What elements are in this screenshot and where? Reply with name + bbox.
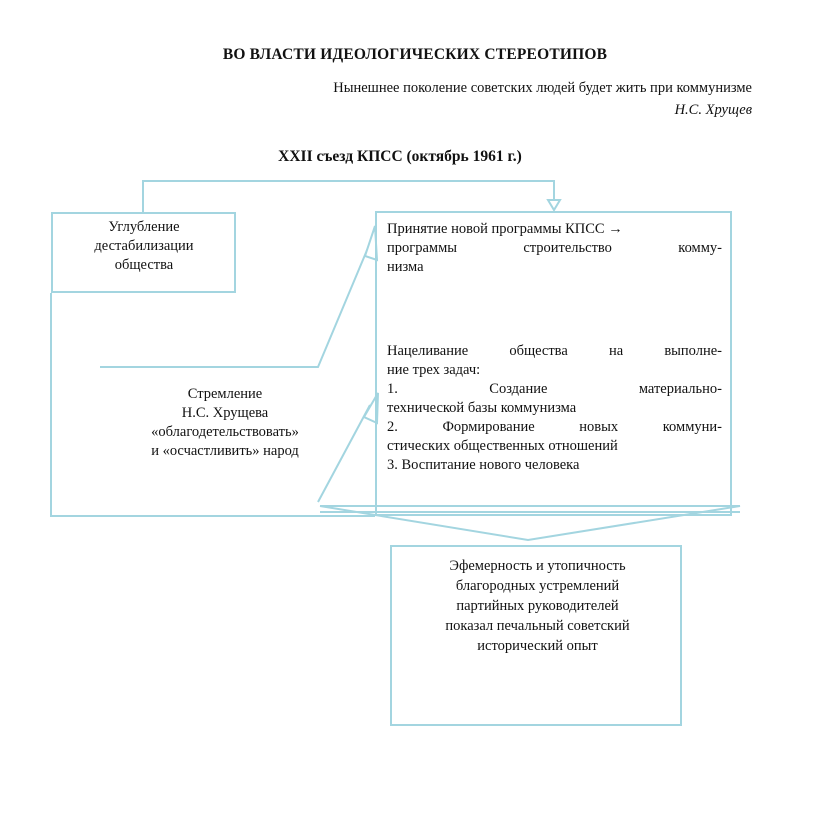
aspiration-line: Стремление bbox=[187, 386, 263, 402]
task-item: 1. Создание материально- bbox=[387, 381, 722, 397]
aspiration-text bbox=[100, 385, 350, 461]
right-arrow-icon: → bbox=[608, 221, 623, 237]
outcome-line: благородных устремлений bbox=[455, 578, 620, 594]
outcome-line: Эфемерность и утопичность bbox=[449, 558, 626, 574]
task-item: технической базы коммунизма bbox=[387, 400, 577, 416]
program-line: Принятие новой программы КПСС → bbox=[387, 221, 623, 237]
deepening-text bbox=[60, 218, 228, 275]
task-item: стических общественных отношений bbox=[387, 438, 618, 454]
program-line: низма bbox=[387, 259, 424, 275]
outcome-line: показал печальный советский bbox=[445, 618, 630, 634]
deepening-line: общества bbox=[114, 257, 174, 273]
aspiration-line: Н.С. Хрущева bbox=[181, 405, 269, 421]
program-line: программы строительство комму- bbox=[387, 240, 722, 256]
aspiration-line: и «осчастливить» народ bbox=[151, 443, 299, 459]
connector-congress-bracket bbox=[143, 181, 554, 212]
arrowhead-program bbox=[548, 200, 560, 210]
epigraph-quote: Нынешнее поколение советских людей будет жить при коммунизме bbox=[333, 80, 752, 96]
deepening-line: Углубление bbox=[108, 219, 180, 235]
tasks-intro: Нацеливание общества на выполне- bbox=[387, 343, 722, 359]
outcome-text bbox=[400, 556, 675, 656]
aspiration-line: «облагодетельствовать» bbox=[151, 424, 299, 440]
outcome-line: партийных руководителей bbox=[456, 598, 619, 614]
tasks-intro: ние трех задач: bbox=[387, 362, 481, 378]
program-text bbox=[387, 220, 722, 277]
page-title: ВО ВЛАСТИ ИДЕОЛОГИЧЕСКИХ СТЕРЕОТИПОВ bbox=[222, 46, 608, 63]
epigraph-author: Н.С. Хрущев bbox=[674, 102, 752, 118]
task-item: 2. Формирование новых коммуни- bbox=[387, 419, 722, 435]
congress-heading: XXII съезд КПСС (октябрь 1961 г.) bbox=[278, 148, 522, 165]
task-item: 3. Воспитание нового человека bbox=[387, 457, 580, 473]
outcome-line: исторический опыт bbox=[477, 638, 598, 654]
tasks-list bbox=[387, 342, 722, 475]
deepening-line: дестабилизации bbox=[94, 238, 194, 254]
